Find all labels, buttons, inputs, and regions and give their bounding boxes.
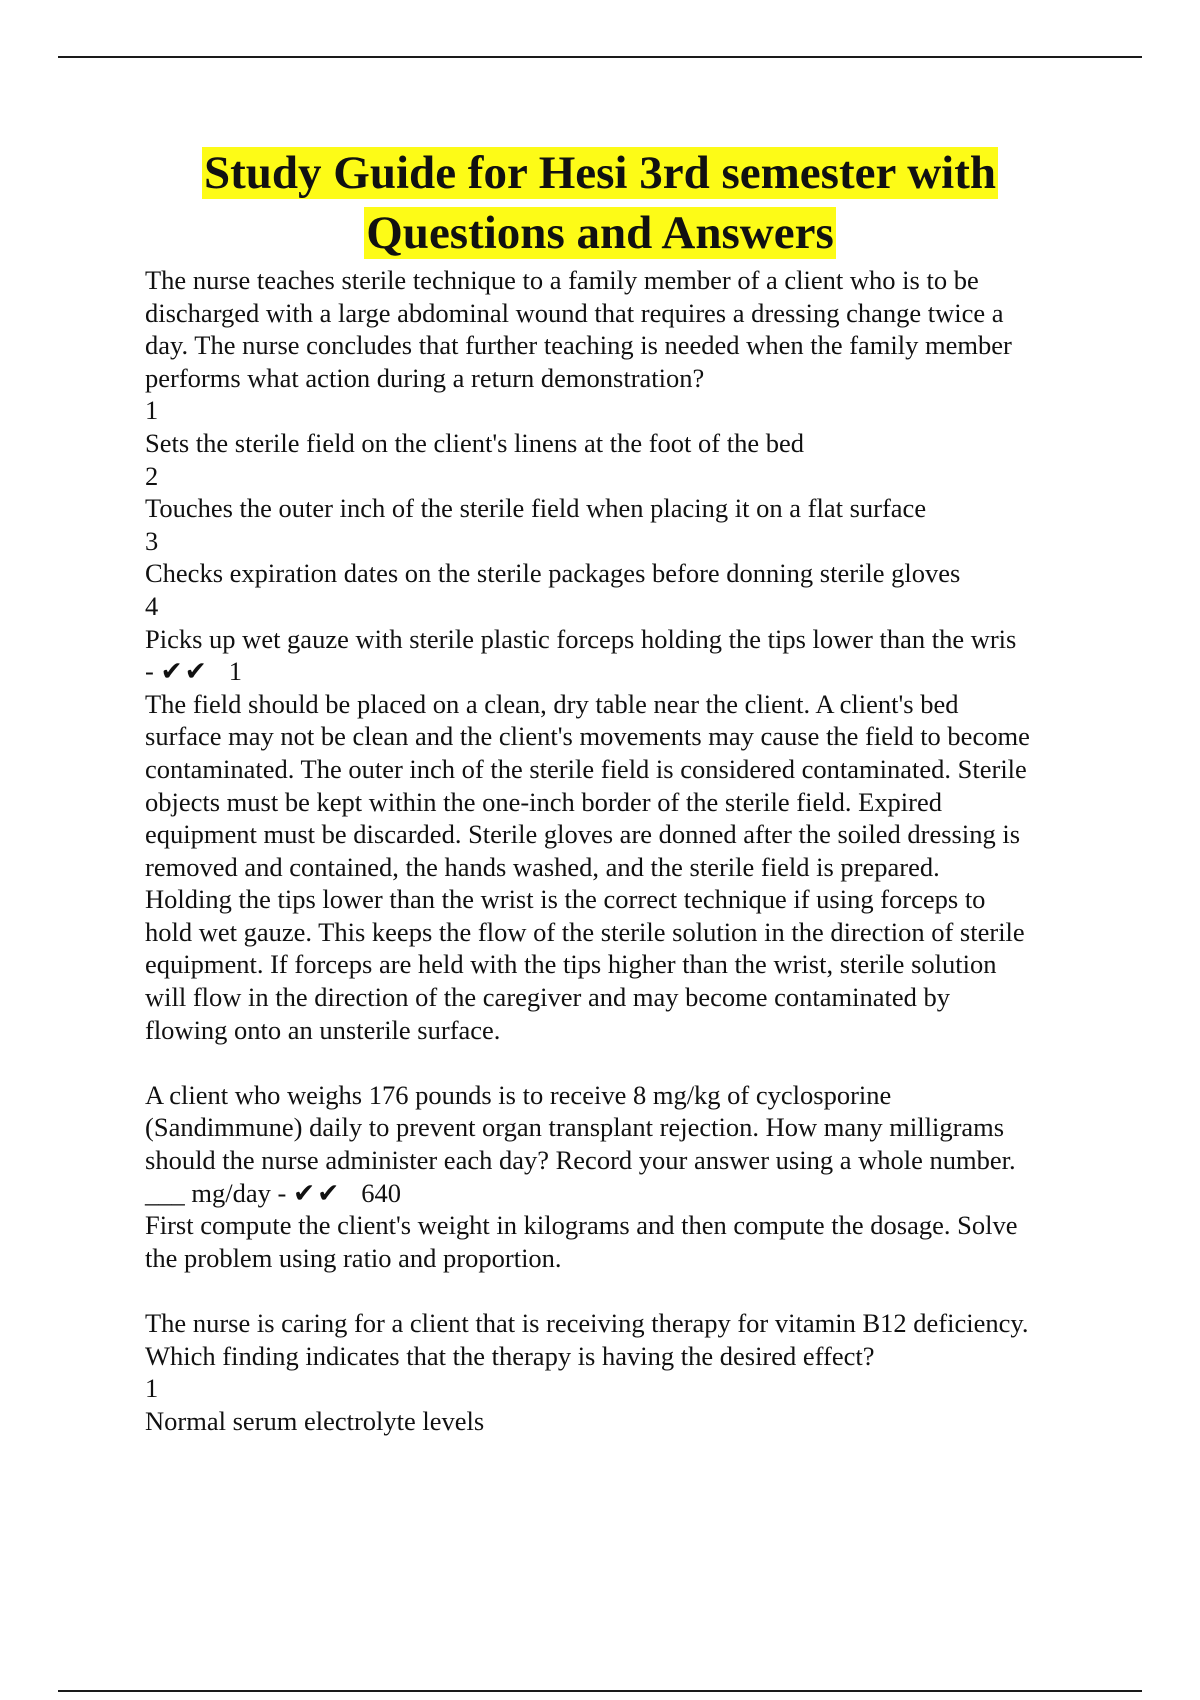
paragraph-spacer xyxy=(145,1046,1145,1079)
rationale-line: objects must be kept within the one-inch border of the sterile field. Expired xyxy=(145,786,942,817)
rationale-line: surface may not be clean and the client's movements may cause the field to become xyxy=(145,721,1030,752)
stem-line: should the nurse administer each day? Record your answer using a whole number. xyxy=(145,1145,1016,1176)
title-line-1: Study Guide for Hesi 3rd semester with xyxy=(203,147,997,199)
question-1-answer xyxy=(145,655,1145,688)
title-line-2: Questions and Answers xyxy=(366,207,834,259)
question-2-answer xyxy=(145,1177,1145,1210)
bottom-rule xyxy=(58,1690,1142,1692)
option-text: Picks up wet gauze with sterile plastic forceps holding the tips lower than the wris xyxy=(145,623,1017,654)
stem-line: performs what action during a return demonstration? xyxy=(145,362,705,393)
question-2-rationale xyxy=(145,1209,1145,1274)
question-3 xyxy=(145,1307,1145,1437)
stem-line: The nurse teaches sterile technique to a family member of a client who is to be xyxy=(145,265,979,295)
rationale-line: contaminated. The outer inch of the sterile field is considered contaminated. Sterile xyxy=(145,753,1027,784)
question-1-options xyxy=(145,394,1145,655)
rationale-line: the problem using ratio and proportion. xyxy=(145,1242,562,1273)
stem-line: The nurse is caring for a client that is receiving therapy for vitamin B12 deficiency. xyxy=(145,1308,1029,1338)
option-number: 1 xyxy=(145,395,159,426)
question-1-stem xyxy=(145,264,1145,394)
rationale-line: flowing onto an unsterile surface. xyxy=(145,1014,501,1045)
rationale-line: removed and contained, the hands washed, and the sterile field is prepared. xyxy=(145,851,940,882)
question-2-stem xyxy=(145,1079,1145,1177)
option-number: 3 xyxy=(145,525,159,556)
option-text: Touches the outer inch of the sterile field when placing it on a flat surface xyxy=(145,493,927,524)
option-text: Sets the sterile field on the client's linens at the foot of the bed xyxy=(145,427,805,458)
document-title xyxy=(0,143,1200,263)
answer-value: 640 xyxy=(361,1177,401,1208)
rationale-line: Holding the tips lower than the wrist is the correct technique if using forceps to xyxy=(145,884,986,915)
rationale-line: hold wet gauze. This keeps the flow of the sterile solution in the direction of sterile xyxy=(145,916,1025,947)
option-number: 2 xyxy=(145,460,159,491)
question-3-options xyxy=(145,1372,1145,1437)
rationale-line: equipment. If forceps are held with the tips higher than the wrist, sterile solution xyxy=(145,949,997,980)
question-2 xyxy=(145,1079,1145,1275)
paragraph-spacer xyxy=(145,1274,1145,1307)
rationale-line: The field should be placed on a clean, dry table near the client. A client's bed xyxy=(145,688,959,719)
answer-value: 1 xyxy=(228,656,242,687)
rationale-line: will flow in the direction of the caregiver and may become contaminated by xyxy=(145,982,951,1013)
top-rule xyxy=(58,56,1142,58)
question-1 xyxy=(145,264,1145,1046)
option-text: Normal serum electrolyte levels xyxy=(145,1405,485,1436)
stem-line: (Sandimmune) daily to prevent organ transplant rejection. How many milligrams xyxy=(145,1112,1005,1143)
stem-line: A client who weighs 176 pounds is to receive 8 mg/kg of cyclosporine xyxy=(145,1079,892,1110)
stem-line: Which finding indicates that the therapy is having the desired effect? xyxy=(145,1340,875,1371)
rationale-line: equipment must be discarded. Sterile gloves are donned after the soiled dressing is xyxy=(145,819,1021,850)
check-mark-icon: ✔✔ xyxy=(292,1177,342,1208)
check-mark-icon: ✔✔ xyxy=(160,656,209,687)
option-number: 4 xyxy=(145,590,159,621)
question-3-stem xyxy=(145,1307,1145,1372)
stem-line: discharged with a large abdominal wound that requires a dressing change twice a xyxy=(145,297,1004,328)
option-number: 1 xyxy=(145,1373,159,1404)
answer-blank: ___ mg/day - xyxy=(145,1177,293,1208)
answer-prefix: - xyxy=(145,656,161,687)
stem-line: day. The nurse concludes that further teaching is needed when the family member xyxy=(145,330,1012,361)
question-1-rationale xyxy=(145,688,1145,1047)
option-text: Checks expiration dates on the sterile packages before donning sterile gloves xyxy=(145,558,961,589)
rationale-line: First compute the client's weight in kilograms and then compute the dosage. Solve xyxy=(145,1210,1018,1241)
document-body xyxy=(145,264,1145,1437)
